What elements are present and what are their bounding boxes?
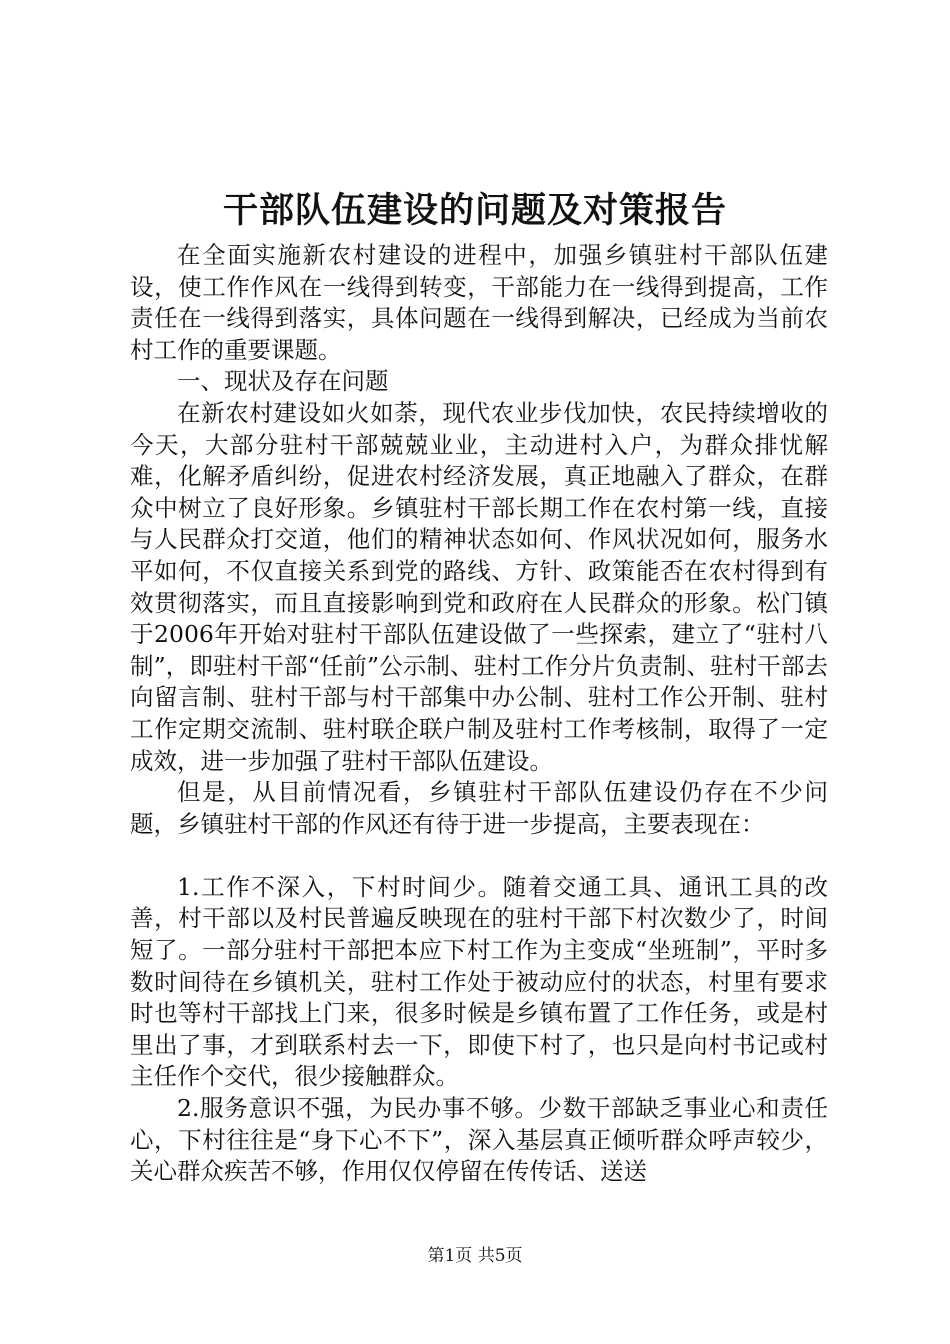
document-title: 干部队伍建设的问题及对策报告 <box>222 190 727 231</box>
paragraph-spacer <box>130 840 828 872</box>
paragraph-problems-intro: 但是，从目前情况看，乡镇驻村干部队伍建设仍存在不少问题，乡镇驻村干部的作风还有待于进一步提高，主要表现在： <box>130 778 828 838</box>
paragraph-status: 在新农村建设如火如荼，现代农业步伐加快，农民持续增收的今天，大部分驻村干部兢兢业业，主动进村入户，为群众排忧解难，化解矛盾纠纷，促进农村经济发展，真正地融入了群众，在群众中树立了良好形象。乡镇驻村干部长期工作在农村第一线，直接与人民群众打交道，他们的精神状态如何、作风状况如何，服务水平如何，不仅直接关系到党的路线、方针、政策能否在农村得到有效贯彻落实，而且直接影响到党和政府在人民群众的形象。松门镇于2006年开始对驻村干部队伍建设做了一些探索，建立了“驻村八制”，即驻村干部“任前”公示制、驻村工作分片负责制、驻村干部去向留言制、驻村干部与村干部集中办公制、驻村工作公开制、驻村工作定期交流制、驻村联企联户制及驻村工作考核制，取得了一定成效，进一步加强了驻村干部队伍建设。 <box>130 398 828 775</box>
paragraph-problem-1: 1.工作不深入，下村时间少。随着交通工具、通讯工具的改善，村干部以及村民普遍反映现在的驻村干部下村次数少了，时间短了。一部分驻村干部把本应下村工作为主变成“坐班制”，平时多数时间待在乡镇机关，驻村工作处于被动应付的状态，村里有要求时也等村干部找上门来，很多时候是乡镇布置了工作任务，或是村里出了事，才到联系村去一下，即使下村了，也只是向村书记或村主任作个交代，很少接触群众。 <box>130 872 828 1091</box>
paragraph-problem-2: 2.服务意识不强，为民办事不够。少数干部缺乏事业心和责任心，下村往往是“身下心不下”，深入基层真正倾听群众呼声较少，关心群众疾苦不够，作用仅仅停留在传传话、送送 <box>130 1094 828 1186</box>
paragraph-intro: 在全面实施新农村建设的进程中，加强乡镇驻村干部队伍建设，使工作作风在一线得到转变，干部能力在一线得到提高，工作责任在一线得到落实，具体问题在一线得到解决，已经成为当前农村工作的重要课题。 <box>130 241 828 364</box>
page-footer: 第1页 共5页 <box>427 1246 523 1266</box>
section-heading-status: 一、现状及存在问题 <box>177 367 389 396</box>
document-body <box>130 240 828 1188</box>
